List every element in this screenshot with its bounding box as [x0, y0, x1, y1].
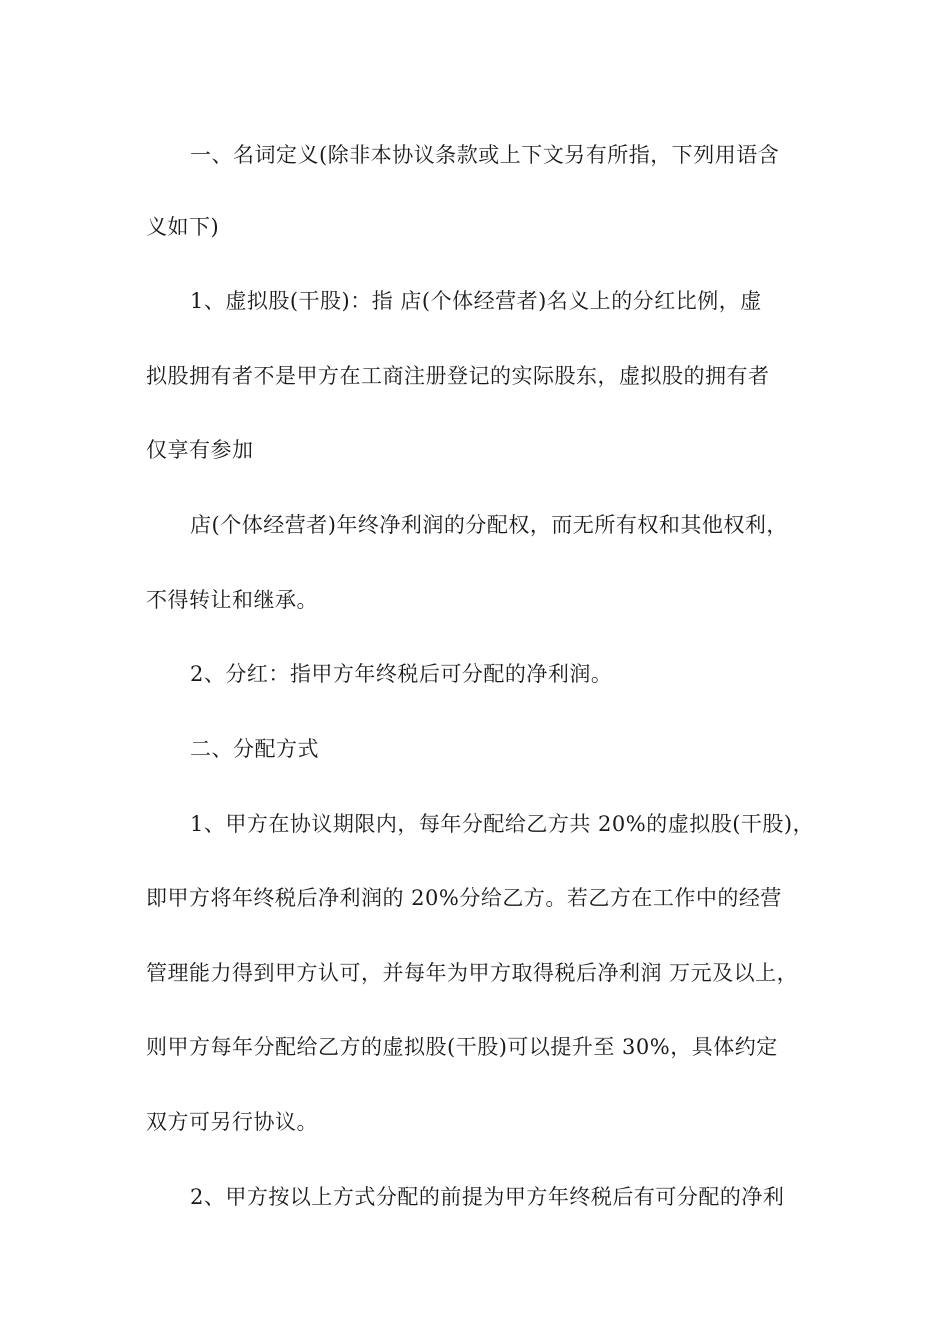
paragraph-line: 仅享有参加 — [146, 438, 254, 462]
section-heading-definitions: 一、名词定义(除非本协议条款或上下文另有所指，下列用语含 — [190, 143, 780, 167]
paragraph-line: 双方可另行协议。 — [146, 1110, 318, 1134]
paragraph-line: 义如下) — [146, 215, 220, 239]
paragraph-line: 拟股拥有者不是甲方在工商注册登记的实际股东，虚拟股的拥有者 — [146, 364, 770, 388]
paragraph-line: 不得转让和继承。 — [146, 588, 318, 612]
clause-distribution-1: 1、甲方在协议期限内，每年分配给乙方共 20%的虚拟股(干股)， — [190, 812, 815, 836]
clause-virtual-shares: 1、虚拟股(干股)：指 店(个体经营者)名义上的分红比例，虚 — [190, 289, 762, 313]
paragraph-line: 店(个体经营者)年终净利润的分配权，而无所有权和其他权利， — [190, 513, 788, 537]
clause-dividend: 2、分红：指甲方年终税后可分配的净利润。 — [190, 662, 613, 686]
clause-distribution-2: 2、甲方按以上方式分配的前提为甲方年终税后有可分配的净利 — [190, 1185, 785, 1209]
section-heading-distribution: 二、分配方式 — [190, 737, 319, 761]
paragraph-line: 即甲方将年终税后净利润的 20%分给乙方。若乙方在工作中的经营 — [146, 886, 782, 910]
paragraph-line: 管理能力得到甲方认可，并每年为甲方取得税后净利润 万元及以上， — [146, 961, 799, 985]
paragraph-line: 则甲方每年分配给乙方的虚拟股(干股)可以提升至 30%，具体约定 — [146, 1035, 778, 1059]
